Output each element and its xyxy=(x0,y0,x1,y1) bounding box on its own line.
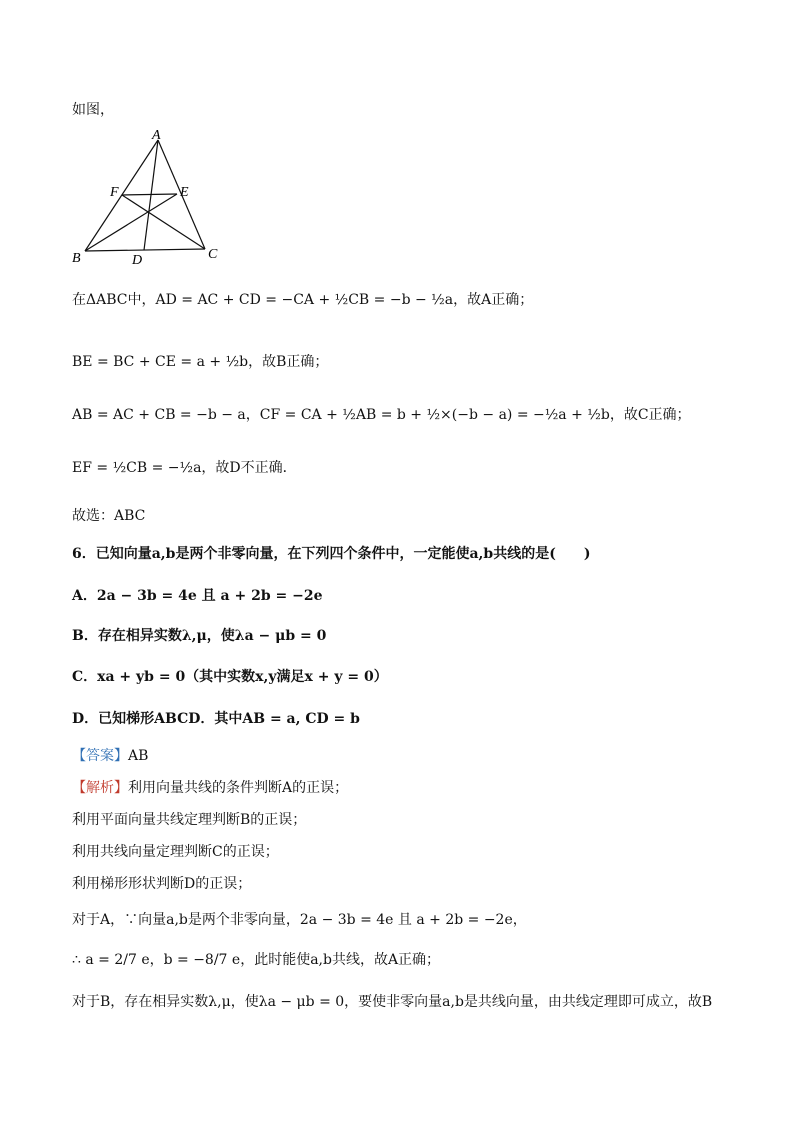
label-b: B xyxy=(72,251,81,266)
label-f: F xyxy=(110,185,119,200)
segment-fe xyxy=(122,194,177,195)
option-c: C．xa + yb = 0（其中实数x,y满足x + y = 0） xyxy=(72,669,388,685)
label-c: C xyxy=(208,247,218,262)
solution-line-4: EF = ½CB = −½a，故D不正确． xyxy=(72,460,297,476)
solution-line-2: BE = BC + CE = a + ½b，故B正确； xyxy=(72,354,329,370)
label-d: D xyxy=(132,253,143,268)
triangle-figure xyxy=(70,130,230,270)
analysis-line-7: 对于B，存在相异实数λ,μ，使λa − μb = 0，要使非零向量a,b是共线向量，由共线定理即可成立，故B xyxy=(72,994,713,1010)
analysis-line-3: 利用共线向量定理判断C的正误； xyxy=(72,844,279,860)
analysis-line-1: 利用向量共线的条件判断A的正误； xyxy=(128,780,349,796)
solution-line-3: AB = AC + CB = −b − a，CF = CA + ½AB = b + ½×(−b − a) = −½a + ½b，故C正确； xyxy=(72,407,691,423)
answer-row xyxy=(72,746,148,766)
label-a: A xyxy=(152,130,161,143)
solution-line-5: 故选：ABC xyxy=(72,508,146,524)
question-title: 6．已知向量a,b是两个非零向量，在下列四个条件中，一定能使a,b共线的是( ) xyxy=(72,546,591,562)
analysis-line-6: ∴ a = 2/7 e，b = −8/7 e，此时能使a,b共线，故A正确； xyxy=(72,952,441,968)
label-e: E xyxy=(180,185,189,200)
option-b: B．存在相异实数λ,μ，使λa − μb = 0 xyxy=(72,628,327,644)
analysis-line-4: 利用梯形形状判断D的正误； xyxy=(72,876,252,892)
analysis-label: 【解析】 xyxy=(72,780,128,796)
analysis-line-2: 利用平面向量共线定理判断B的正误； xyxy=(72,812,307,828)
option-d: D．已知梯形ABCD．其中AB = a, CD = b xyxy=(72,711,360,727)
side-bc xyxy=(85,249,205,251)
intro-text: 如图， xyxy=(72,102,114,118)
analysis-line-5: 对于A，∵向量a,b是两个非零向量，2a − 3b = 4e 且 a + 2b = −2e， xyxy=(72,912,527,928)
answer-value: AB xyxy=(128,748,149,764)
side-ab xyxy=(85,140,158,251)
segment-cf xyxy=(122,195,205,249)
answer-label: 【答案】 xyxy=(72,748,128,764)
option-a: A．2a − 3b = 4e 且 a + 2b = −2e xyxy=(72,588,323,604)
analysis-row xyxy=(72,778,348,798)
solution-line-1: 在ΔABC中，AD = AC + CD = −CA + ½CB = −b − ½a，故A正确； xyxy=(72,292,534,308)
